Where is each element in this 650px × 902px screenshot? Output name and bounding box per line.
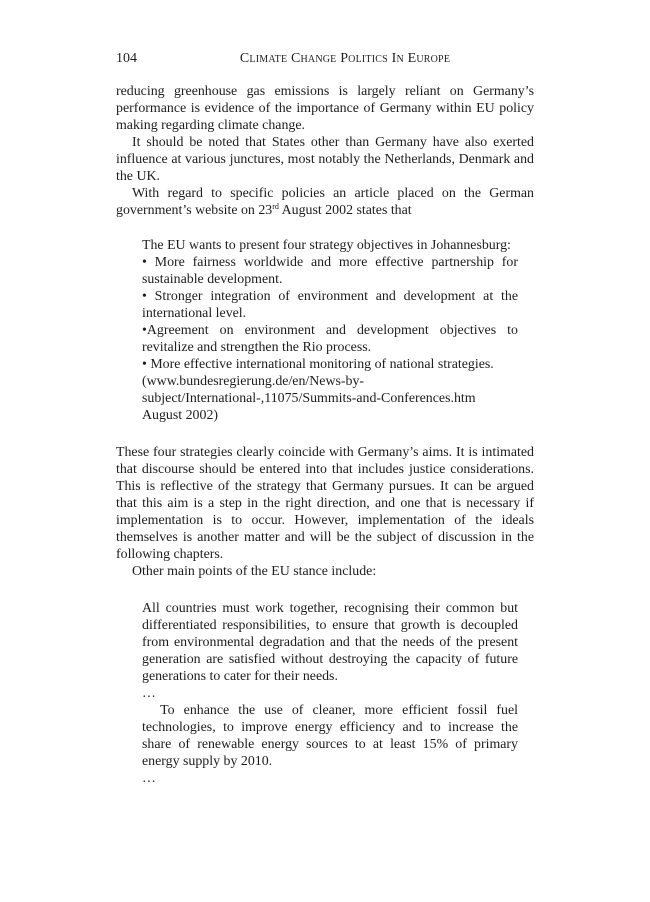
paragraph-1: reducing greenhouse gas emissions is largely reliant on Germany’s performance is evidence of the importance of Germany within EU policy making regarding climate change.	[116, 84, 534, 133]
block-quote-eu-stance	[142, 600, 522, 787]
paragraph-3-text-end: August 2002 states that	[278, 203, 412, 218]
objective-item: • More effective international monitoring of national strategies.	[142, 357, 494, 372]
running-title: Climate Change Politics In Europe	[239, 51, 451, 66]
quote-paragraph: All countries must work together, recognising their common but differentiated responsibilities, to ensure that growth is decoupled from environmental degradation and that the needs of the present generation are satisfied without destroying the capacity of future generations to cater for their needs.	[142, 601, 518, 684]
page-number: 104	[116, 51, 137, 66]
quote-intro: The EU wants to present four strategy objectives in Johannesburg:	[142, 238, 511, 253]
running-head	[116, 51, 534, 71]
quote-paragraph: To enhance the use of cleaner, more efficient fossil fuel technologies, to improve energy efficiency and to increase the share of renewable energy sources to at least 15% of primary energy supply by 2010.	[142, 703, 522, 769]
quote-source: (www.bundesregierung.de/en/News-by-subject/International-,11075/Summits-and-Conferences.htm August 2002)	[142, 374, 476, 423]
objective-item: •Agreement on environment and development objectives to revitalize and strengthen the Rio process.	[142, 323, 518, 355]
body-text	[116, 83, 534, 787]
block-quote-objectives	[142, 237, 518, 424]
paragraph-3-text: With regard to specific policies an article placed on the German government’s website on 23	[116, 186, 534, 218]
paragraph-2: It should be noted that States other than Germany have also exerted influence at various junctures, most notably the Netherlands, Denmark and the UK.	[116, 135, 534, 184]
objective-item: • Stronger integration of environment and development at the international level.	[142, 289, 518, 321]
paragraph-4: These four strategies clearly coincide with Germany’s aims. It is intimated that discourse should be entered into that includes justice considerations. This is reflective of the strategy that Germany pursues. It can be argued that this aim is a step in the right direction, and one that is necessary if implementation is to occur. However, implementation of the ideals themselves is another matter and will be the subject of discussion in the following chapters.	[116, 445, 534, 562]
objective-item: • More fairness worldwide and more effective partnership for sustainable development.	[142, 255, 518, 287]
paragraph-3	[116, 185, 534, 219]
ordinal-suffix: rd	[272, 202, 279, 211]
ellipsis: …	[142, 771, 156, 786]
paragraph-5: Other main points of the EU stance include:	[132, 564, 377, 579]
ellipsis: …	[142, 686, 156, 701]
